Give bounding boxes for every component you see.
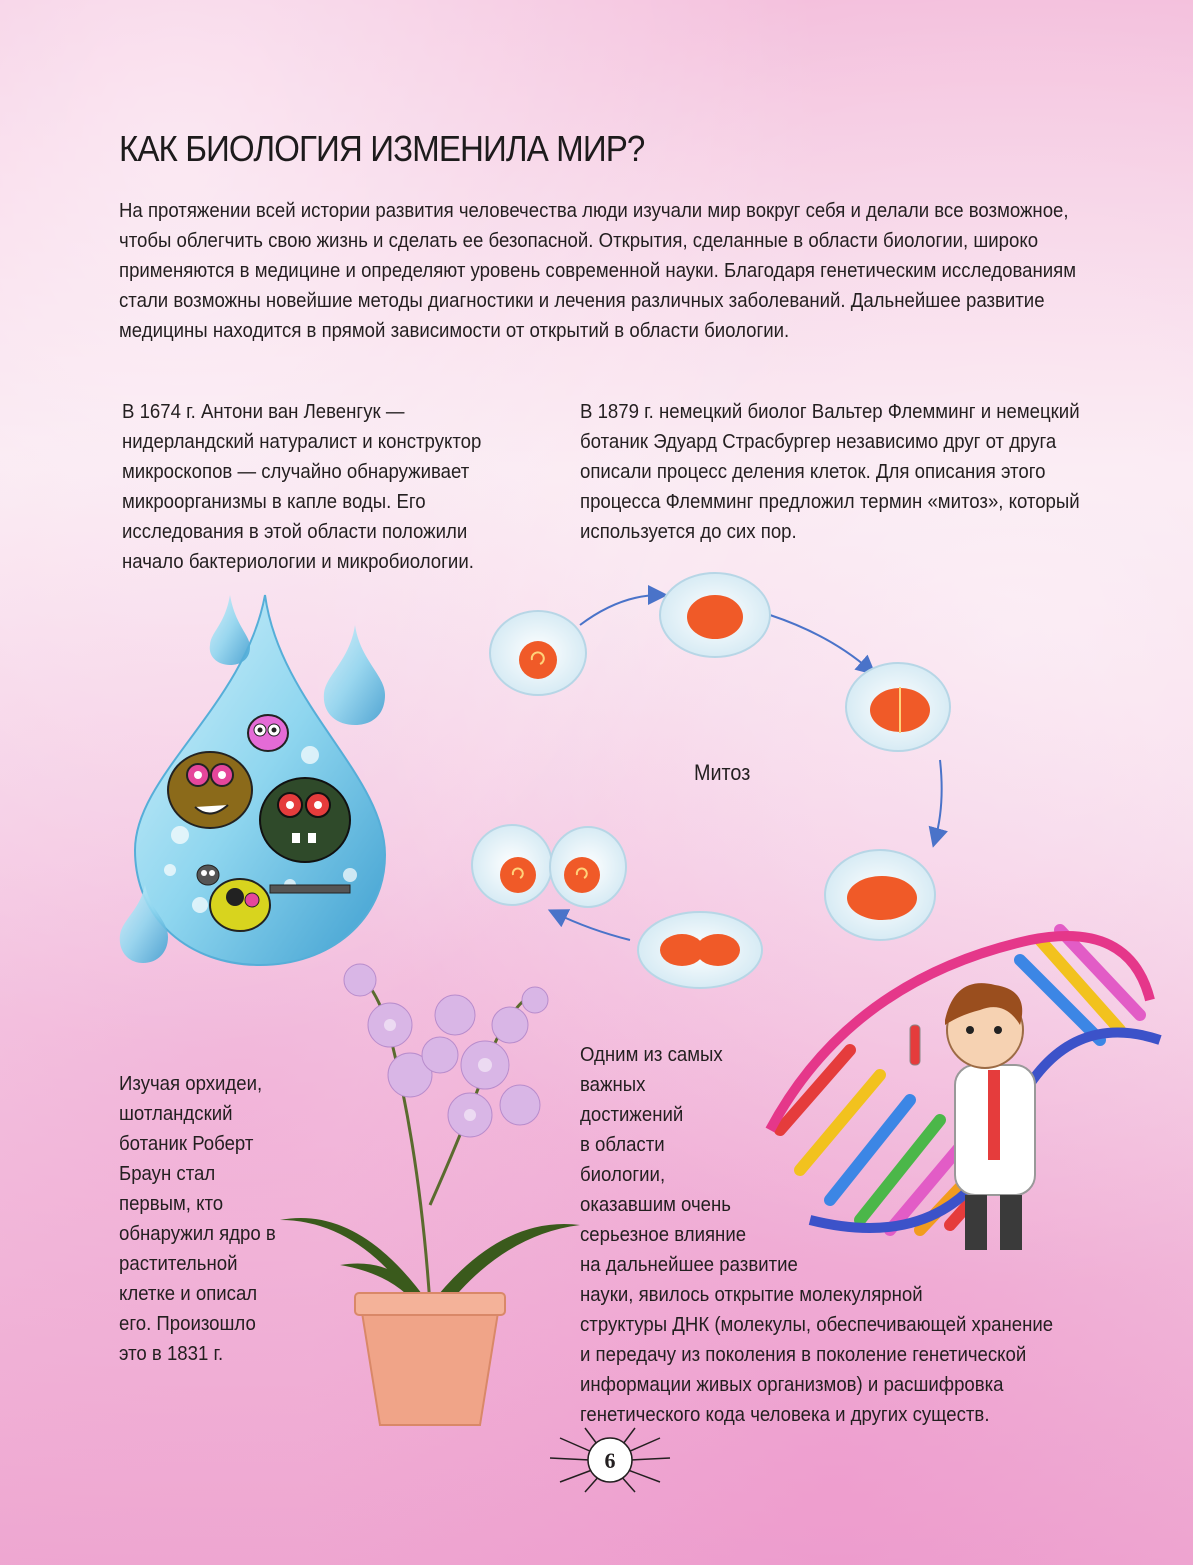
mitosis-arrow-3 — [935, 760, 942, 840]
flemming-paragraph: В 1879 г. немецкий биолог Вальтер Флемминг и немецкий ботаник Эдуард Страсбургер независимо друг от друга описали процесс деления клеток. Для описания этого процесса Флемминг предложил термин «митоз», который используется до сих пор. — [580, 401, 1080, 543]
dna-line: в области — [580, 1134, 665, 1156]
cell-daughter-1 — [472, 825, 552, 905]
page-title: КАК БИОЛОГИЯ ИЗМЕНИЛА МИР? — [119, 128, 645, 169]
dna-line: и передачу из поколения в поколение генетической — [580, 1344, 1027, 1366]
page-number-badge — [530, 1420, 690, 1500]
microbe-brown — [168, 752, 252, 828]
microbe-pink — [248, 715, 288, 751]
dna-line: биологии, — [580, 1164, 666, 1186]
mitosis-arrow-4 — [555, 913, 630, 940]
dna-line: важных — [580, 1074, 646, 1096]
dna-line: оказавшим очень — [580, 1194, 731, 1216]
cell-telophase — [638, 912, 762, 988]
mitosis-arrow-1 — [580, 595, 660, 625]
dna-line: информации живых организмов) и расшифровка — [580, 1374, 1004, 1396]
water-drop-illustration — [110, 585, 400, 975]
dna-line: серьезное влияние — [580, 1224, 747, 1246]
microbe-green — [260, 778, 350, 862]
cell-prophase — [660, 573, 770, 657]
mitosis-label: Митоз — [694, 760, 751, 785]
dna-line: генетического кода человека и других существ. — [580, 1404, 990, 1426]
cell-interphase — [490, 611, 586, 695]
flower-pot — [360, 1300, 500, 1425]
dna-paragraph — [580, 1040, 1101, 1430]
mitosis-arrow-2 — [770, 615, 870, 670]
cell-metaphase — [846, 663, 950, 751]
intro-paragraph: На протяжении всей истории развития человечества люди изучали мир вокруг себя и делали все возможное, чтобы облегчить свою жизнь и сделать ее безопасной. Открытия, сделанные в области биологии, широко применяются в медицине и определяют уровень современной науки. Благодаря генетическим исследованиям стали возможны новейшие методы диагностики и лечения различных заболеваний. Дальнейшее развитие медицины находится в прямой зависимости от открытий в области биологии. — [119, 200, 1077, 342]
page-number: 6 — [604, 1448, 616, 1473]
dna-line: Одним из самых — [580, 1044, 723, 1066]
dna-line: на дальнейшее развитие — [580, 1254, 798, 1276]
brown-paragraph: Изучая орхидеи, шотландский ботаник Роберт Браун стал первым, кто обнаружил ядро в растительной клетке и описал его. Произошло это в 1831 г. — [119, 1073, 276, 1365]
microbe-grey — [197, 865, 219, 885]
orchid-illustration — [280, 955, 580, 1425]
cell-daughter-2 — [550, 827, 626, 907]
small-drop-1 — [210, 595, 250, 665]
dna-line: структуры ДНК (молекулы, обеспечивающей хранение — [580, 1314, 1054, 1336]
dna-line: достижений — [580, 1104, 684, 1126]
leeuwenhoek-paragraph: В 1674 г. Антони ван Левенгук — нидерландский натуралист и конструктор микроскопов — случайно обнаруживает микроорганизмы в капле воды. Его исследования в этой области положили начало бактериологии и микробиологии. — [122, 401, 482, 573]
small-drop-2 — [324, 625, 385, 725]
dna-line: науки, явилось открытие молекулярной — [580, 1284, 923, 1306]
orchid-flower — [344, 964, 376, 996]
